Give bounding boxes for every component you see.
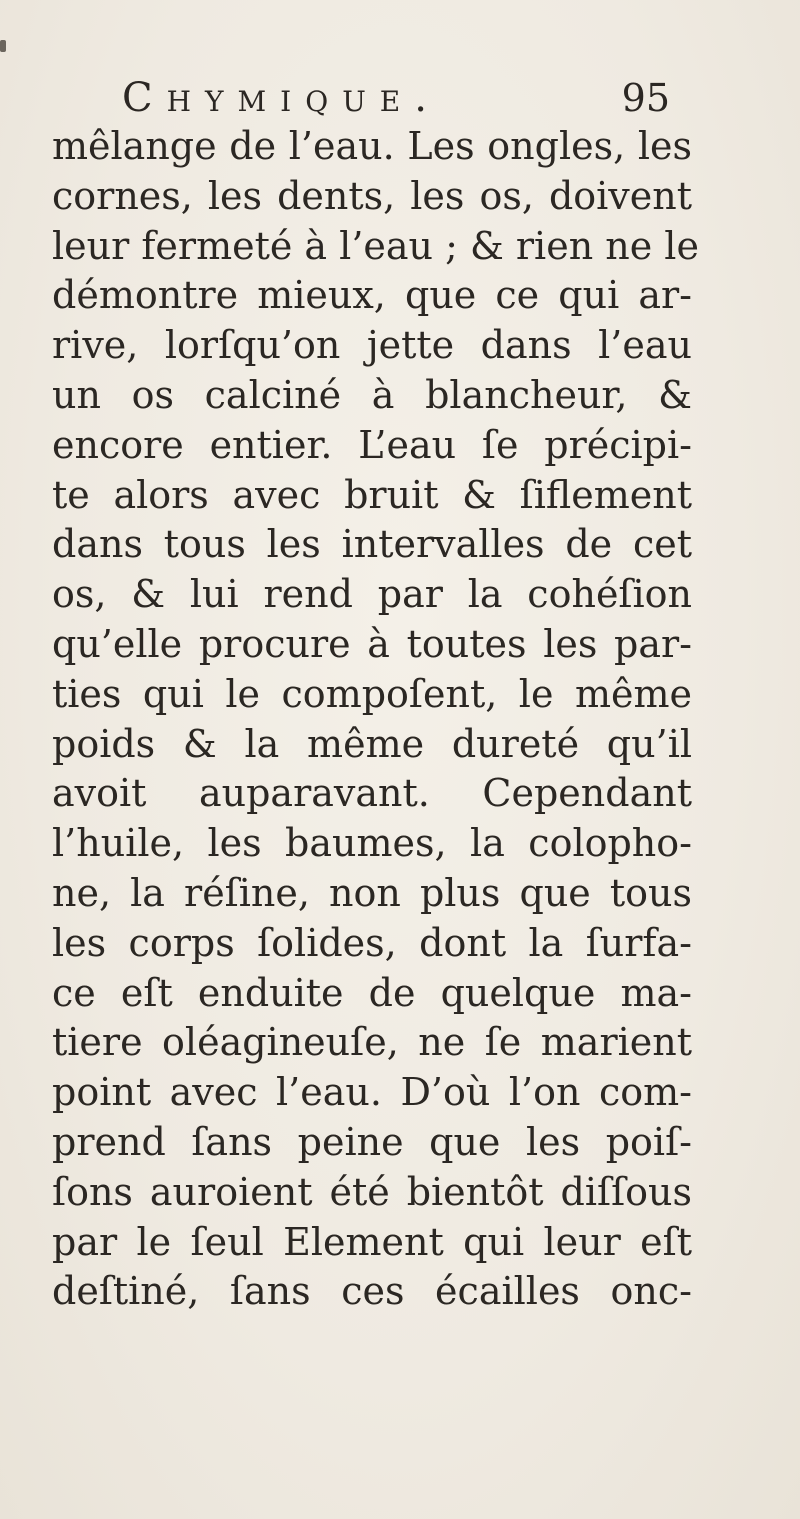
text-line: ties qui le compoſent, le même [52, 671, 692, 716]
text-line: leur fermeté à l’eau ; & rien ne le [52, 223, 699, 268]
text-line: qu’elle procure à toutes les par- [52, 621, 692, 666]
text-line: un os calciné à blancheur, & [52, 372, 692, 417]
text-line: te alors avec bruit & ſiflement [52, 472, 692, 517]
page-number: 95 [621, 76, 670, 120]
running-title: Chymique. [122, 75, 441, 121]
text-line: dans tous les intervalles de cet [52, 522, 692, 567]
text-line: point avec l’eau. D’où l’on com- [52, 1070, 692, 1115]
text-line: par le ſeul Element qui leur eſt [52, 1219, 692, 1264]
text-line: les corps ſolides, dont la ſurfa- [52, 920, 692, 965]
text-line: démontre mieux, que ce qui ar- [52, 273, 692, 318]
text-line: cornes, les dents, les os, doivent [52, 173, 692, 218]
text-line: rive, lorſqu’on jette dans l’eau [52, 323, 692, 368]
text-line: prend ſans peine que les poiſ- [52, 1119, 692, 1164]
page-header [110, 70, 670, 126]
body-text [52, 122, 699, 1317]
text-line: l’huile, les baumes, la colopho- [52, 821, 692, 866]
text-line: os, & lui rend par la cohéſion [52, 572, 692, 617]
text-line: ſons auroient été bientôt diſſous [52, 1169, 692, 1214]
text-line: deſtiné, ſans ces écailles onc- [52, 1269, 692, 1314]
text-line: poids & la même dureté qu’il [52, 721, 692, 766]
ink-speck [0, 40, 6, 52]
text-line: tiere oléagineuſe, ne ſe marient [52, 1020, 692, 1065]
text-line: ce eſt enduite de quelque ma- [52, 970, 692, 1015]
text-line: ne, la réſine, non plus que tous [52, 870, 692, 915]
text-line: mêlange de l’eau. Les ongles, les [52, 124, 692, 168]
text-line: avoit auparavant. Cependant [52, 771, 692, 816]
text-line: encore entier. L’eau ſe précipi- [52, 422, 692, 467]
